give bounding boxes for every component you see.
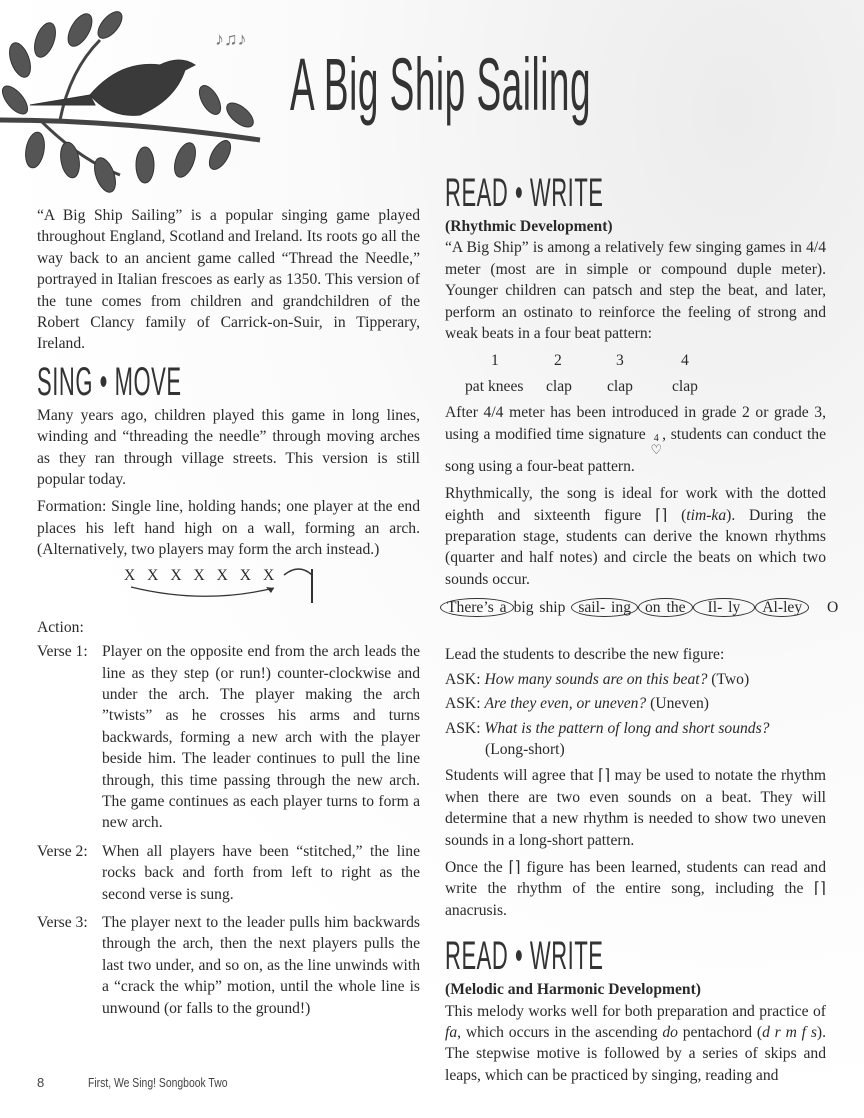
circled-beat: on the	[638, 598, 693, 617]
verse-2: Verse 2: When all players have been “stitched,” the line rocks back and forth from left to right as the second verse is sung.	[37, 842, 420, 903]
intro-paragraph: “A Big Ship Sailing” is a popular singing game played throughout England, Scotland and Ireland. Its roots go all the way back to an ancient game called “Thread the Needle,” portrayed in Italian frescoes as early as 1350. This version of the tune comes from children and grandchildren of the Robert Clancy family of Carrick-on-Suir, in Tipperary, Ireland.	[37, 207, 420, 353]
students-paragraph: Students will agree that ⌈⌉ may be used to notate the rhythm when there are two even sounds on a beat. They will determine that a new rhythm is needed to show two uneven sounds in a long-short pattern.	[445, 767, 826, 849]
music-notes-icon: ♪♫♪	[215, 29, 247, 49]
tim-ka-rhythm-icon: ⌈⌉	[813, 880, 826, 898]
meter-paragraph: After 4/4 meter has been introduced in grade 2 or grade 3, using a modified time signature 4 ♡ , students can conduct the song using a four-beat pattern.	[445, 404, 826, 475]
left-column	[37, 205, 420, 1019]
circled-beat: There’s a	[440, 598, 514, 617]
beat-number: 4	[681, 352, 689, 370]
beat-table	[445, 350, 826, 398]
verse-1: Verse 1: Player on the opposite end from the arch leads the line as they step (or run!) counter-clockwise and under the arch. The player making the arch ”twists” as he crosses his arms and turns backwards, forming a new arch with the player beside him. The leader continues to pull the line through, this time passing through the new arch. The game continues as each player turns to form a new arch.	[37, 643, 420, 832]
lyrics-line	[440, 596, 839, 620]
beat-number: 3	[616, 352, 624, 370]
lead-text: Lead the students to describe the new figure:	[445, 646, 725, 664]
circled-beat: sail- ing	[571, 598, 638, 617]
rhythmic-subheading: (Rhythmic Development)	[445, 218, 613, 235]
bird-branch-illustration	[0, 0, 290, 200]
rhythmically-paragraph: Rhythmically, the song is ideal for work with the dotted eighth and sixteenth figure ⌈⌉ (tim-ka). During the preparation stage, students can derive the known rhythms (quarter and half notes) and circle the beats on which two sounds occur.	[445, 485, 826, 588]
formation-paragraph: Formation: Single line, holding hands; one player at the end places his left hand high on a wall, forming an arch. (Alternatively, two players may form the arch instead.)	[37, 498, 420, 559]
tim-ka-rhythm-icon: ⌈⌉	[655, 506, 668, 524]
beat-action: clap	[672, 378, 698, 396]
beat-action: clap	[546, 378, 572, 396]
verse-3: Verse 3: The player next to the leader pulls him backwards through the arch, then the next players pulls the last two under, and so on, as the line unwinds with a “crack the whip” motion, until the whole line is unwound (or falls to the ground!)	[37, 913, 420, 1017]
beat-action: clap	[607, 378, 633, 396]
melodic-subheading: (Melodic and Harmonic Development)	[445, 981, 701, 999]
read-write-heading: READ • WRITE	[445, 171, 604, 215]
beat-number: 2	[554, 352, 562, 370]
book-title: First, We Sing! Songbook Two	[88, 1075, 228, 1090]
beat-action: pat knees	[465, 378, 524, 396]
circled-beat: Al-ley	[755, 598, 809, 617]
eighth-pair-icon: ⌈⌉	[598, 767, 611, 785]
circled-beat: Il- ly	[693, 598, 756, 617]
ask-2: ASK: Are they even, or uneven? (Uneven)	[445, 695, 710, 713]
lyric: big ship	[513, 599, 566, 617]
time-signature-icon: 4 ♡	[650, 432, 663, 457]
ask-1: ASK: How many sounds are on this beat? (Two)	[445, 670, 750, 688]
sing-move-heading: SING • MOVE	[37, 359, 182, 404]
lyric: O	[827, 599, 839, 617]
sing-move-paragraph: Many years ago, children played this game in long lines, winding and “threading the needle” through moving arches as they ran through village streets. This version is still popular today.	[37, 406, 420, 489]
arch-arrow-diagram	[124, 565, 324, 609]
ask-3: ASK: What is the pattern of long and short sounds? (Long-short)	[445, 719, 770, 758]
action-label: Action:	[37, 618, 84, 636]
read-write-heading-2: READ • WRITE	[445, 934, 604, 979]
rhythm-paragraph: “A Big Ship” is among a relatively few singing games in 4/4 meter (most are in simple or compound duple meter). Younger children can patsch and step the beat, and later, perform an ostinato to reinforce the feeling of strong and weak beats in a four beat pattern:	[445, 239, 826, 343]
page-number: 8	[37, 1075, 45, 1090]
page-title: A Big Ship Sailing	[290, 43, 592, 126]
melodic-paragraph: This melody works well for both preparation and practice of fa, which occurs in the ascending do pentachord (d r m f s). The stepwise motive is followed by a series of skips and leaps, which can be practiced by singing, reading and	[445, 1002, 826, 1084]
tim-ka-rhythm-icon: ⌈⌉	[508, 858, 521, 876]
right-column	[445, 171, 839, 1086]
beat-number: 1	[491, 352, 499, 370]
once-paragraph: Once the ⌈⌉ figure has been learned, students can read and write the rhythm of the entire song, including the ⌈⌉ anacrusis.	[445, 858, 827, 919]
players-row: X X X X X X X	[124, 566, 275, 584]
formation-diagram	[37, 565, 420, 609]
verse-list	[37, 641, 420, 1019]
